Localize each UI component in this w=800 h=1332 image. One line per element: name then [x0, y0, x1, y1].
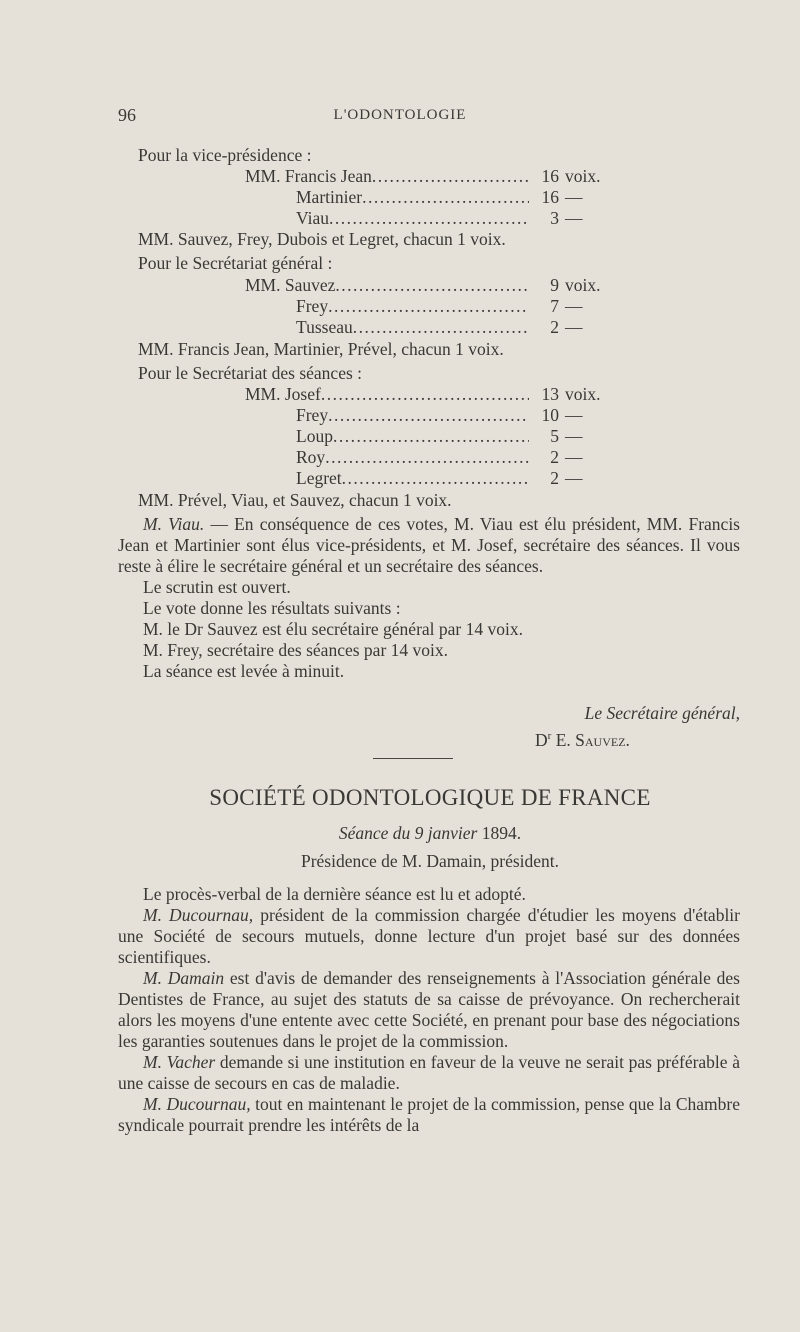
session-year: 1894.: [477, 823, 522, 843]
session-label: Séance du 9 janvier: [338, 823, 478, 843]
result-line: Le scrutin est ouvert.: [143, 577, 291, 597]
running-title: L'ODONTOLOGIE: [333, 107, 467, 123]
vote-unit: —: [565, 208, 583, 228]
vote-count: 7: [550, 296, 559, 316]
vote-name: Frey: [296, 405, 329, 425]
signature-sup: r: [547, 730, 552, 742]
secretariat-general-heading: Pour le Secrétariat général :: [138, 253, 333, 273]
vote-row: [245, 166, 635, 187]
vote-unit: —: [565, 426, 583, 446]
minutes-section: [118, 884, 740, 1136]
result-line: M. le Dr Sauvez est élu secrétaire général par 14 voix.: [143, 619, 523, 639]
result-line: La séance est levée à minuit.: [143, 661, 345, 681]
vote-name: Josef: [284, 384, 321, 404]
signature-prefix: D: [535, 729, 548, 750]
vote-prefix: MM.: [245, 275, 285, 295]
vote-summary: MM. Prével, Viau, et Sauvez, chacun 1 voix.: [138, 490, 452, 510]
page-number: 96: [118, 105, 136, 125]
result-line: M. Frey, secrétaire des séances par 14 voix.: [143, 640, 449, 660]
vote-prefix: MM.: [245, 166, 285, 186]
paragraph-text: Le procès-verbal de la dernière séance est lu et adopté.: [143, 884, 526, 904]
vote-unit: voix.: [565, 384, 601, 404]
vote-unit: voix.: [565, 275, 601, 295]
vote-unit: —: [565, 187, 583, 207]
result-section: [118, 514, 740, 682]
paragraph-text: président de la commission chargée d'étudier les moyens d'établir une Société de secours mutuels, donne lecture d'un projet basé sur des données scientifiques.: [118, 905, 741, 967]
vote-name: Martinier: [296, 187, 363, 207]
vote-prefix: MM.: [245, 384, 285, 404]
paragraph-text: tout en maintenant le projet de la commission, pense que la Chambre syndicale pourrait prendre les intérêts de la: [118, 1094, 741, 1135]
vote-summary: MM. Sauvez, Frey, Dubois et Legret, chacun 1 voix.: [138, 229, 506, 249]
vote-count: 10: [541, 405, 559, 425]
signature-title: [400, 703, 740, 724]
section-divider: [373, 758, 453, 759]
vote-count: 16: [541, 166, 559, 186]
vote-row: [245, 275, 635, 296]
vote-summary: MM. Francis Jean, Martinier, Prével, chacun 1 voix.: [138, 339, 504, 359]
vote-row: [296, 468, 635, 489]
vote-unit: —: [565, 447, 583, 467]
vote-count: 2: [550, 447, 559, 467]
speaker-name: M. Ducournau,: [143, 1094, 251, 1114]
vote-row: [296, 296, 635, 317]
vote-count: 2: [550, 468, 559, 488]
speaker-name: M. Vacher: [143, 1052, 216, 1072]
vote-row: [296, 405, 635, 426]
paragraph-text: demande si une institution en faveur de la veuve ne serait pas préférable à une caisse de secours en cas de maladie.: [118, 1052, 740, 1093]
signature-name-text: E. Sauvez.: [551, 729, 630, 750]
speaker-name: M. Viau.: [143, 514, 205, 534]
speaker-name: M. Damain: [143, 968, 225, 988]
paragraph-text: est d'avis de demander des renseignements à l'Association générale des Dentistes de France, au sujet des statuts de sa caisse de prévoyance. On rechercherait alors les moyens d'une entente avec cette Société, en prenant pour base des négociations les garanties soutenues dans le projet de la commission.: [118, 968, 740, 1051]
session-date: [0, 823, 800, 844]
vote-unit: —: [565, 468, 583, 488]
vote-name: Legret: [296, 468, 342, 488]
signature-name: [535, 726, 630, 751]
vote-name: Roy: [296, 447, 326, 467]
vote-row: [296, 317, 635, 338]
presidence-line: Présidence de M. Damain, président.: [300, 851, 560, 871]
vote-count: 13: [541, 384, 559, 404]
vote-count: 5: [550, 426, 559, 446]
vote-row: [296, 208, 635, 229]
vote-name: Sauvez: [284, 275, 336, 295]
vote-count: 9: [550, 275, 559, 295]
vote-name: Frey: [296, 296, 329, 316]
vote-row: [296, 187, 635, 208]
vote-count: 3: [550, 208, 559, 228]
vote-name: Tusseau: [296, 317, 353, 337]
vote-name: Francis Jean: [284, 166, 372, 186]
vote-name: Loup: [296, 426, 333, 446]
speaker-name: M. Ducournau,: [143, 905, 254, 925]
vote-count: 16: [541, 187, 559, 207]
society-title: SOCIÉTÉ ODONTOLOGIQUE DE FRANCE: [209, 785, 651, 810]
secretariat-seances-heading: Pour le Secrétariat des séances :: [138, 363, 363, 383]
vote-unit: —: [565, 405, 583, 425]
vote-unit: —: [565, 296, 583, 316]
result-line: Le vote donne les résultats suivants :: [143, 598, 401, 618]
vote-unit: —: [565, 317, 583, 337]
vote-name: Viau: [296, 208, 329, 228]
paragraph-text: — En conséquence de ces votes, M. Viau est élu président, MM. Francis Jean et Martinier sont élus vice-présidents, et M. Josef, secrétaire des séances. Il vous reste à élire le secrétaire général et un secrétaire des séances.: [118, 514, 740, 576]
vote-count: 2: [550, 317, 559, 337]
vote-row: [245, 384, 635, 405]
vote-unit: voix.: [565, 166, 601, 186]
vote-row: [296, 426, 635, 447]
vote-row: [296, 447, 635, 468]
signature-title-text: Le Secrétaire général,: [584, 703, 740, 723]
vice-presidence-heading: Pour la vice-présidence :: [138, 145, 312, 165]
